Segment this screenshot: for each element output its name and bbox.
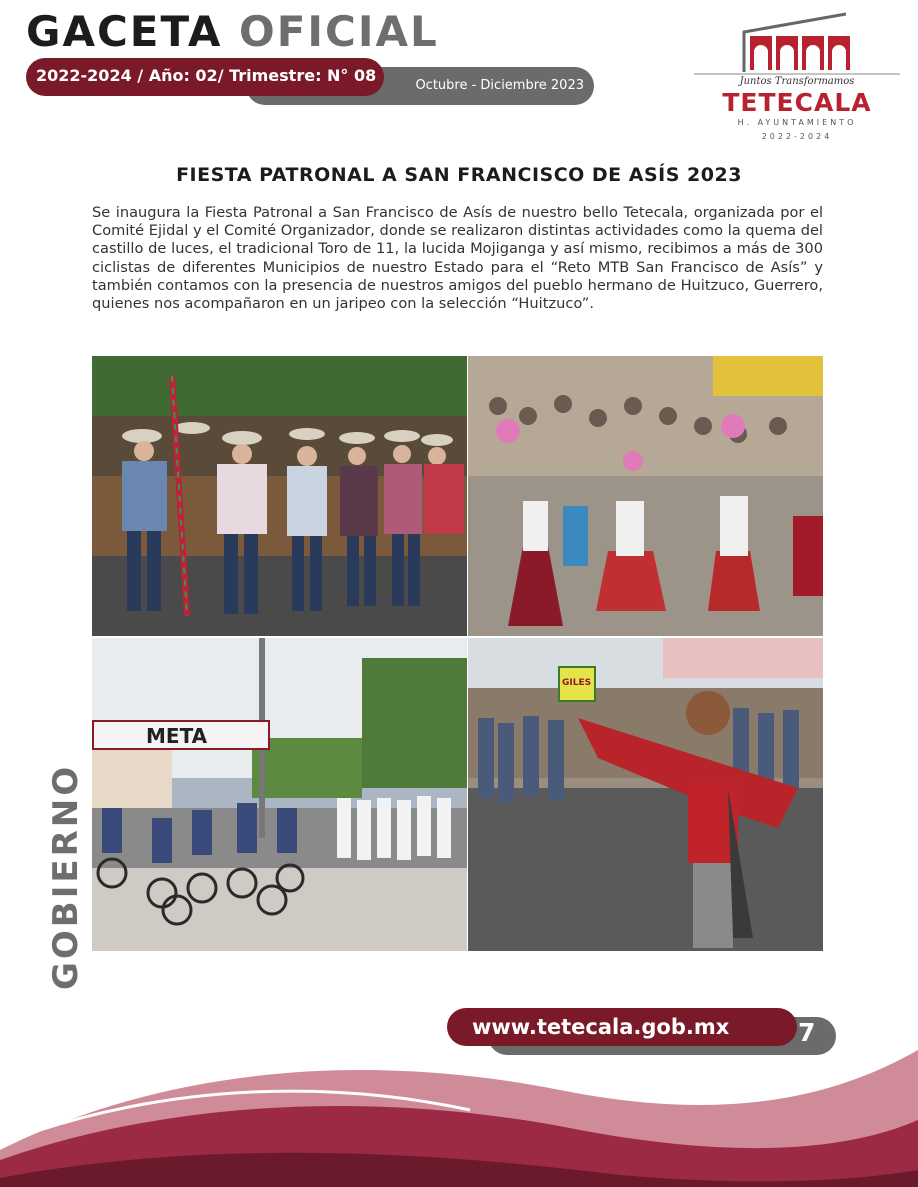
logo-years: 2022-2024 <box>761 132 833 141</box>
photo-parade <box>92 356 467 636</box>
gazette-title <box>26 6 439 58</box>
photo-toro <box>468 638 823 951</box>
arches-emblem-icon <box>694 10 900 76</box>
photo-dancers <box>468 356 823 636</box>
article-headline: FIESTA PATRONAL A SAN FRANCISCO DE ASÍS 2023 <box>176 164 742 186</box>
issue-label: 2022-2024 / Año: 02/ Trimestre: N° 08 <box>36 66 377 85</box>
gazette-title-word-2: OFICIAL <box>239 7 439 56</box>
tetecala-logo <box>694 10 900 144</box>
section-label: GOBIERNO <box>46 763 86 990</box>
finish-banner-text: META <box>146 724 208 748</box>
gazette-title-word-1: GACETA <box>26 7 223 56</box>
period-label: Octubre - Diciembre 2023 <box>415 78 584 93</box>
logo-name: TETECALA <box>722 88 872 117</box>
photo-cyclists <box>92 638 467 951</box>
website-link[interactable]: www.tetecala.gob.mx <box>472 1015 730 1039</box>
website-pill[interactable] <box>447 1008 797 1046</box>
article-body: Se inaugura la Fiesta Patronal a San Francisco de Asís de nuestro bello Tetecala, organizada por el Comité Ejidal y el Comité Organizador, donde se realizaron distintas actividades como la quema del castillo de luces, el tradicional Toro de 11, la lucida Mojiganga y así mismo, recibimos a más de 300 ciclistas de diferentes Municipios de nuestro Estado para el “Reto MTB San Francisco de Asís” y también contamos con la presencia de nuestros amigos del pueblo hermano de Huitzuco, Guerrero, quienes nos acompañaron en un jaripeo con la selección “Huitzuco”. <box>92 204 823 313</box>
finish-banner <box>92 720 270 750</box>
giles-sign-text: GILES <box>562 678 592 688</box>
page-number: 7 <box>798 1018 816 1047</box>
giles-sign <box>558 666 596 702</box>
logo-subtitle: H. AYUNTAMIENTO <box>737 118 857 127</box>
issue-pill <box>26 58 384 96</box>
logo-slogan: Juntos Transformamos <box>739 76 855 87</box>
